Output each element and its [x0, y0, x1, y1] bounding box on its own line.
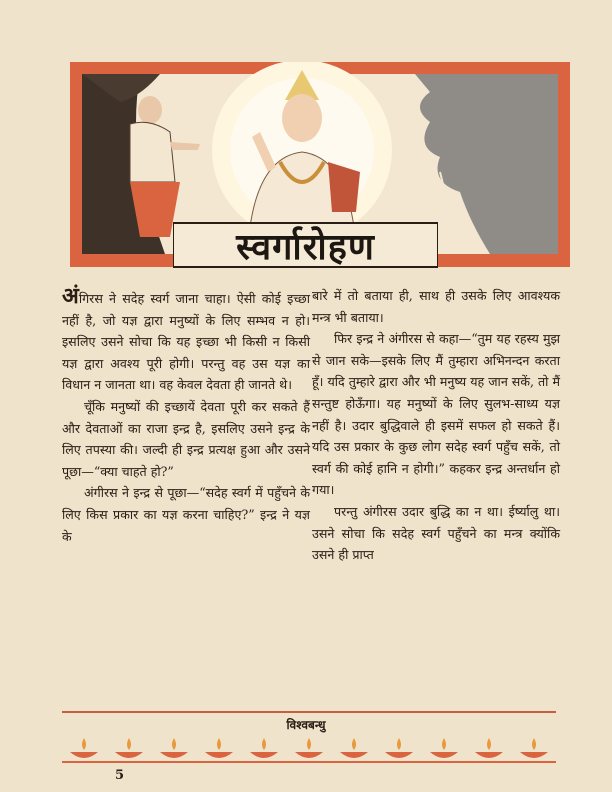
paragraph-text: गिरस ने सदेह स्वर्ग जाना चाहा। ऐसी कोई इच्छा नहीं है, जो यज्ञ द्वारा मनुष्यों के लिए सम्भव न हो। इसलिए उसने सोचा कि यह इच्छा भी किसी न किसी यज्ञ द्वारा अवश्य पूरी होगी। परन्तु वह उस यज्ञ का विधान न जानता था। वह केवल देवता ही जानते थे।	[62, 291, 310, 393]
flame-icon	[307, 738, 311, 750]
sage-body	[130, 122, 175, 182]
right-column	[312, 285, 560, 566]
footer-magazine-title: विश्वबन्धु	[286, 718, 326, 732]
lamp-icon	[250, 752, 278, 758]
paragraph: फिर इन्द्र ने अंगीरस से कहा—“तुम यह रहस्य मुझ से जान सके—इसके लिए मैं तुम्हारा अभिनन्दन करता हूँ। यदि तुम्हारे द्वारा और भी मनुष्य यह जान सकें, तो मैं सन्तुष्ट होऊँगा। यह मनुष्यों के लिए सुलभ-साध्य यज्ञ नहीं है। उदार बुद्धिवाले ही इसमें सफल हो सकते हैं। यदि उस प्रकार के कुछ लोग सदेह स्वर्ग पहुँच सकें, तो स्वर्ग की कोई हानि न होगी।” कहकर इन्द्र अन्तर्धान हो गया।	[312, 331, 560, 498]
lamp-icon	[70, 752, 98, 758]
lamp-icon	[115, 752, 143, 758]
paragraph: अंगीरस ने इन्द्र से पूछा—“सदेह स्वर्ग में पहुँचने के लिए किस प्रकार का यज्ञ करना चाहिए?” इन्द्र ने यज्ञ के	[62, 485, 310, 544]
flame-icon	[127, 738, 131, 750]
lamp-icon	[205, 752, 233, 758]
paragraph: परन्तु अंगीरस उदार बुद्धि का न था। ईर्ष्यालु था। उसने सोचा कि सदेह स्वर्ग पहुँचने का मन्त्र क्योंकि उसने ही प्राप्त	[312, 503, 560, 563]
indra-face	[282, 94, 322, 142]
lamp-icon	[295, 752, 323, 758]
sage-head	[138, 96, 162, 124]
paragraph: बारे में तो बताया ही, साथ ही उसके लिए आवश्यक मन्त्र भी बताया।	[312, 288, 560, 325]
left-column	[62, 285, 310, 547]
lamp-icon	[340, 752, 368, 758]
page-title: स्वर्गारोहण	[236, 226, 375, 268]
footer-rule-top	[62, 711, 556, 713]
lamp-icon	[160, 752, 188, 758]
flame-icon	[82, 738, 86, 750]
page-number: 5	[115, 768, 125, 783]
lamp-icon	[385, 752, 413, 758]
flame-icon	[172, 738, 176, 750]
flame-icon	[217, 738, 221, 750]
lamp-icon	[475, 752, 503, 758]
lamp-icon	[430, 752, 458, 758]
flame-icon	[487, 738, 491, 750]
lamp-border	[62, 734, 556, 764]
flame-icon	[442, 738, 446, 750]
paragraph	[62, 285, 310, 396]
lamp-icon	[520, 752, 548, 758]
title-banner	[173, 215, 438, 275]
flame-icon	[532, 738, 536, 750]
flame-icon	[397, 738, 401, 750]
dropcap: अं	[62, 283, 79, 309]
paragraph: चूँकि मनुष्यों की इच्छायें देवता पूरी कर सकते हैं और देवताओं का राजा इन्द्र है, इसलिए उसने इन्द्र के लिए तपस्या की। जल्दी ही इन्द्र प्रत्यक्ष हुआ और उसने पूछा—“क्या चाहते हो?”	[62, 398, 310, 479]
flame-icon	[262, 738, 266, 750]
flame-icon	[352, 738, 356, 750]
